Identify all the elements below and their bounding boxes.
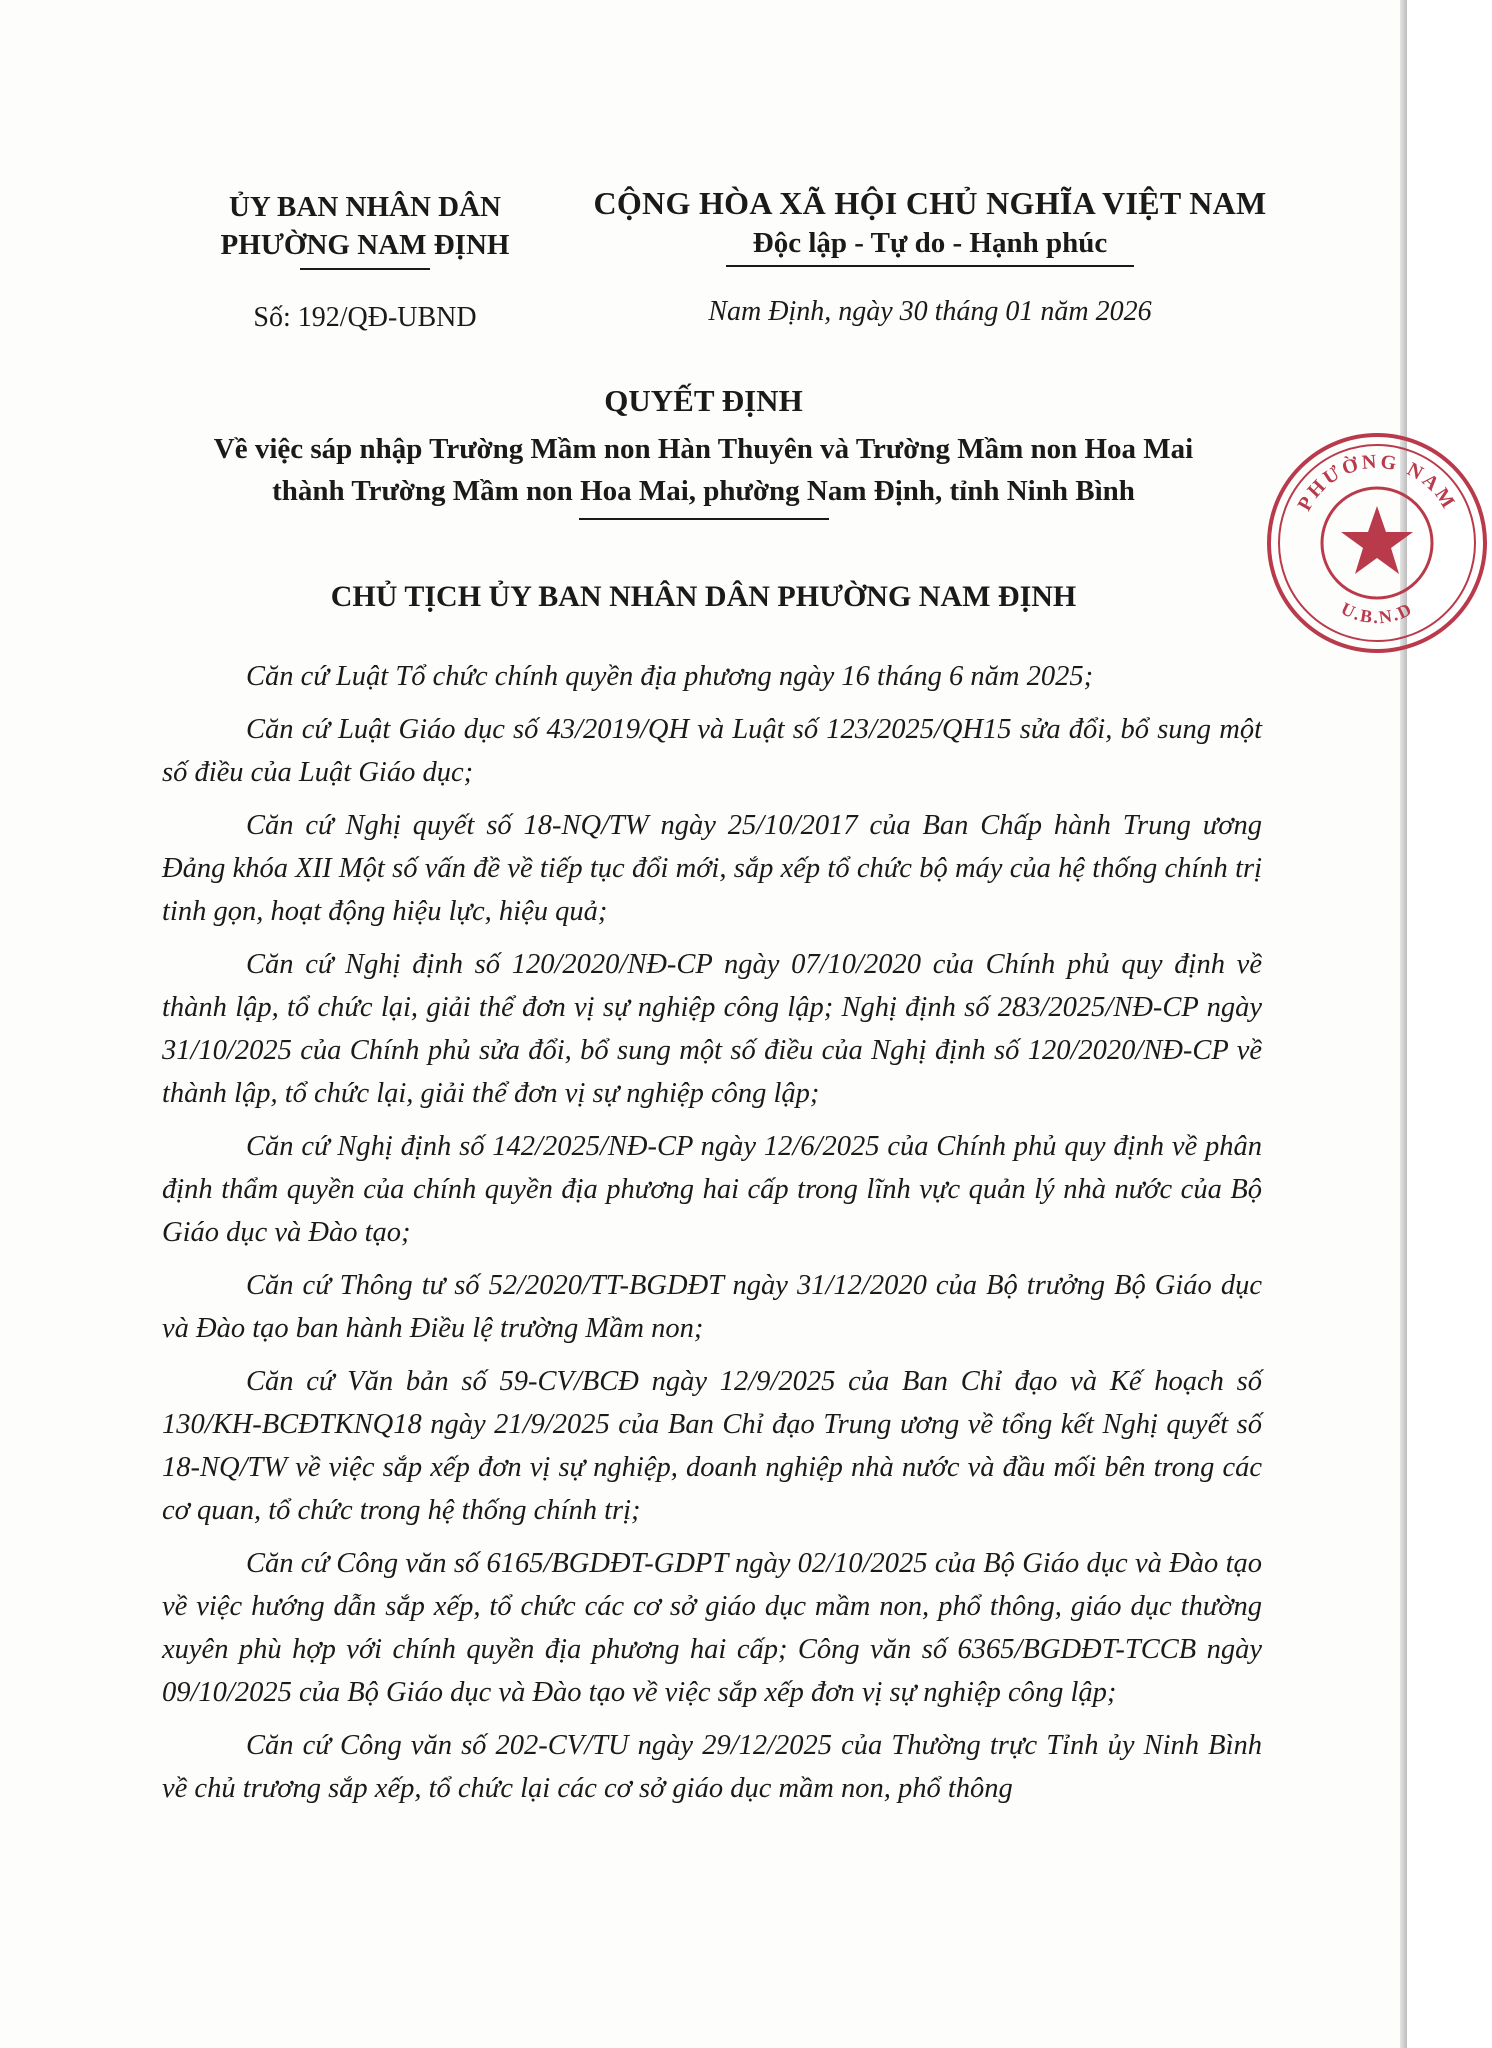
legal-basis-paragraph: Căn cứ Công văn số 6165/BGDĐT-GDPT ngày 02/10/2025 của Bộ Giáo dục và Đào tạo về việc hướng dẫn sắp xếp, tổ chức các cơ sở giáo dục mầm non, phổ thông, giáo dục thường xuyên phù hợp với chính quyền địa phương hai cấp; Công văn số 6365/BGDĐT-TCCB ngày 09/10/2025 của Bộ Giáo dục và Đào tạo về việc sắp xếp đơn vị sự nghiệp công lập; [162, 1548, 1262, 1708]
legal-basis-paragraph: Căn cứ Công văn số 202-CV/TU ngày 29/12/2025 của Thường trực Tỉnh ủy Ninh Bình về chủ trương sắp xếp, tổ chức lại các cơ sở giáo dục mầm non, phổ thông [162, 1730, 1262, 1804]
svg-text:PHƯỜNG NAM [1293, 451, 1460, 515]
legal-basis-paragraph: Căn cứ Thông tư số 52/2020/TT-BGDĐT ngày 31/12/2020 của Bộ trưởng Bộ Giáo dục và Đào tạo ban hành Điều lệ trường Mầm non; [162, 1270, 1262, 1344]
legal-basis-section [162, 655, 1262, 1820]
legal-basis-paragraph: Căn cứ Nghị định số 120/2020/NĐ-CP ngày 07/10/2020 của Chính phủ quy định về thành lập, tổ chức lại, giải thể đơn vị sự nghiệp công lập; Nghị định số 283/2025/NĐ-CP ngày 31/10/2025 của Chính phủ sửa đổi, bổ sung một số điều của Nghị định số 120/2020/NĐ-CP về thành lập, tổ chức lại, giải thể đơn vị sự nghiệp công lập; [162, 949, 1262, 1109]
legal-basis-paragraph: Căn cứ Luật Tổ chức chính quyền địa phương ngày 16 tháng 6 năm 2025; [246, 661, 1094, 692]
issuing-authority-line1: ỦY BAN NHÂN DÂN [228, 191, 501, 223]
legal-basis-paragraph: Căn cứ Văn bản số 59-CV/BCĐ ngày 12/9/2025 của Ban Chỉ đạo và Kế hoạch số 130/KH-BCĐTKNQ18 ngày 21/9/2025 của Ban Chỉ đạo Trung ương về tổng kết Nghị quyết số 18-NQ/TW về việc sắp xếp đơn vị sự nghiệp, doanh nghiệp nhà nước và đầu mối bên trong các cơ quan, tổ chức trong hệ thống chính trị; [162, 1366, 1262, 1526]
document-subject-line1: Về việc sáp nhập Trường Mầm non Hàn Thuyên và Trường Mầm non Hoa Mai [213, 433, 1194, 465]
seal-text: PHƯỜNG NAM [1293, 450, 1461, 515]
country-name: CỘNG HÒA XÃ HỘI CHỦ NGHĨA VIỆT NAM [593, 185, 1267, 221]
document-subject-line2: thành Trường Mầm non Hoa Mai, phường Nam Định, tỉnh Ninh Bình [272, 475, 1135, 507]
issuing-authority [190, 188, 540, 270]
national-motto: Độc lập - Tự do - Hạnh phúc [752, 227, 1108, 259]
legal-basis-paragraph: Căn cứ Nghị quyết số 18-NQ/TW ngày 25/10/2017 của Ban Chấp hành Trung ương Đảng khóa XII Một số vấn đề về tiếp tục đổi mới, sắp xếp tổ chức bộ máy của hệ thống chính trị tinh gọn, hoạt động hiệu lực, hiệu quả; [162, 810, 1262, 927]
issuing-authority-line2: PHƯỜNG NAM ĐỊNH [220, 229, 510, 261]
document-subject [140, 428, 1267, 520]
legal-basis-paragraph: Căn cứ Luật Giáo dục số 43/2019/QH và Luật số 123/2025/QH15 sửa đổi, bổ sung một số điều của Luật Giáo dục; [162, 714, 1262, 788]
document-title: QUYẾT ĐỊNH [604, 383, 803, 418]
svg-text:U.B.N.D [1338, 598, 1416, 627]
issuing-authority-underline [300, 268, 430, 270]
legal-basis-paragraph: Căn cứ Nghị định số 142/2025/NĐ-CP ngày 12/6/2025 của Chính phủ quy định về phân định thẩm quyền của chính quyền địa phương hai cấp trong lĩnh vực quản lý nhà nước của Bộ Giáo dục và Đào tạo; [162, 1131, 1262, 1248]
seal-abbreviation: U.B.N.D [1337, 598, 1417, 628]
signing-authority-heading: CHỦ TỊCH ỦY BAN NHÂN DÂN PHƯỜNG NAM ĐỊNH [330, 580, 1077, 613]
document-date: Nam Định, ngày 30 tháng 01 năm 2026 [708, 296, 1152, 327]
national-motto-underline [726, 265, 1134, 267]
official-seal-stamp [1262, 428, 1492, 658]
document-subject-underline [579, 518, 829, 520]
page-edge-shadow [1400, 0, 1407, 2048]
national-heading [560, 183, 1300, 267]
document-number: Số: 192/QĐ-UBND [253, 302, 477, 333]
